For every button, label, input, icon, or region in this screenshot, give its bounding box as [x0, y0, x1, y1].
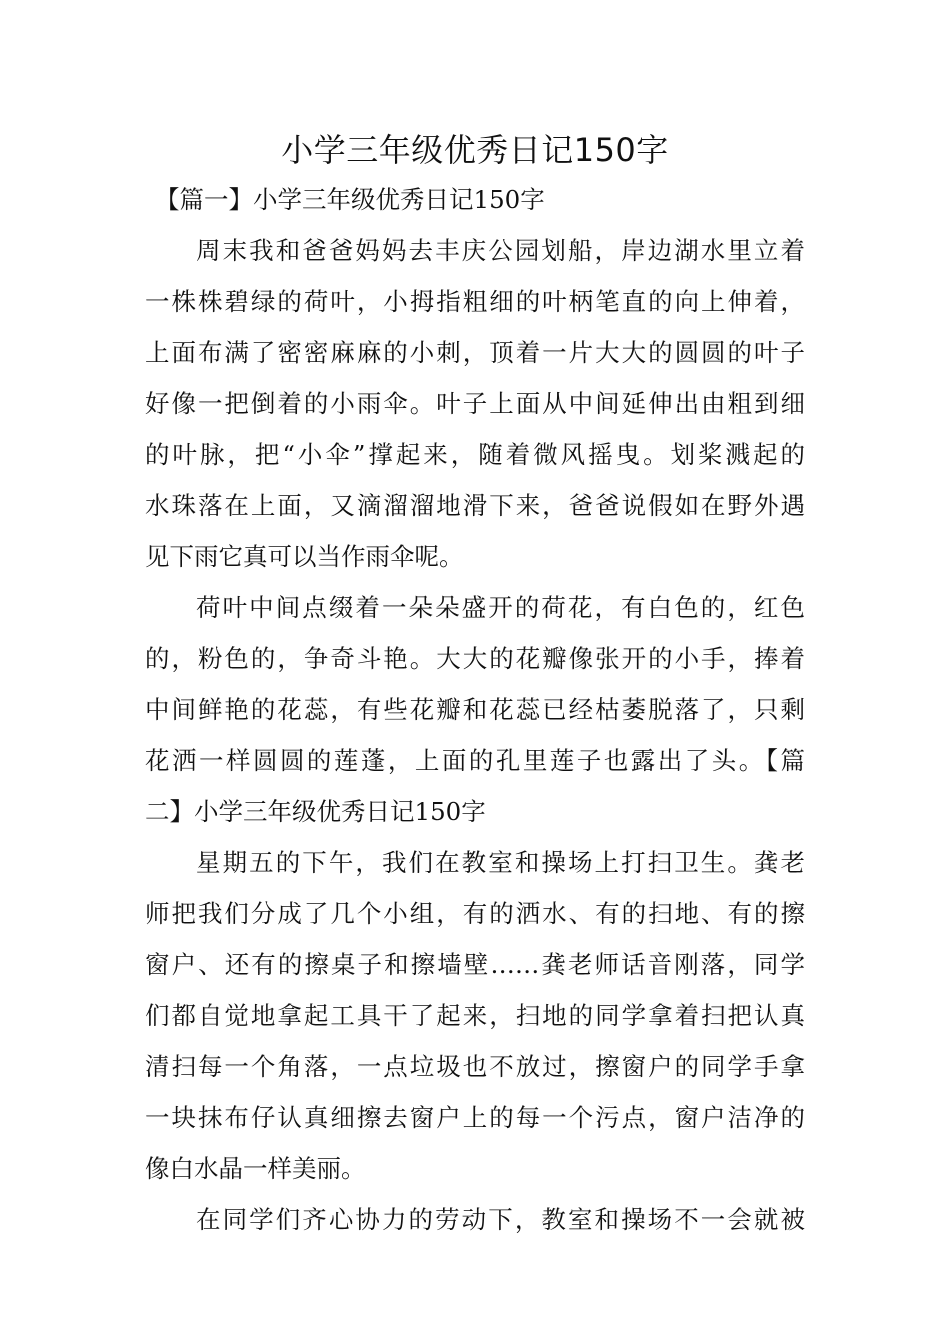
paragraph-line: 的叶脉，把“小伞”撑起来，随着微风摇曳。划桨溅起的 [145, 440, 805, 469]
paragraph-line: 荷叶中间点缀着一朵朵盛开的荷花，有白色的，红色 [196, 593, 805, 622]
paragraph-line: 的，粉色的，争奇斗艳。大大的花瓣像张开的小手，捧着 [145, 644, 805, 673]
section-heading-1: 【篇一】小学三年级优秀日记150字 [155, 185, 545, 214]
paragraph-line: 星期五的下午，我们在教室和操场上打扫卫生。龚老 [196, 848, 805, 877]
document-title: 小学三年级优秀日记150字 [281, 131, 669, 169]
paragraph-line: 中间鲜艳的花蕊，有些花瓣和花蕊已经枯萎脱落了，只剩 [145, 695, 805, 724]
paragraph-line: 见下雨它真可以当作雨伞呢。 [145, 542, 464, 571]
paragraph-line: 好像一把倒着的小雨伞。叶子上面从中间延伸出由粗到细 [145, 389, 805, 418]
paragraph-line: 师把我们分成了几个小组，有的洒水、有的扫地、有的擦 [145, 899, 805, 928]
paragraph-line: 一株株碧绿的荷叶，小拇指粗细的叶柄笔直的向上伸着， [145, 287, 805, 316]
paragraph-line: 水珠落在上面，又滴溜溜地滑下来，爸爸说假如在野外遇 [145, 491, 805, 520]
paragraph-line: 花洒一样圆圆的莲蓬，上面的孔里莲子也露出了头。【篇 [145, 746, 805, 775]
paragraph-line: 像白水晶一样美丽。 [145, 1154, 366, 1183]
paragraph-line: 们都自觉地拿起工具干了起来，扫地的同学拿着扫把认真 [145, 1001, 805, 1030]
paragraph-line: 窗户、还有的擦桌子和擦墙壁……龚老师话音刚落，同学 [145, 950, 805, 979]
paragraph-line: 在同学们齐心协力的劳动下，教室和操场不一会就被 [196, 1205, 805, 1234]
paragraph-line: 一块抹布仔认真细擦去窗户上的每一个污点，窗户洁净的 [145, 1103, 805, 1132]
paragraph-line: 周末我和爸爸妈妈去丰庆公园划船，岸边湖水里立着 [196, 236, 805, 265]
section-heading-2: 二】小学三年级优秀日记150字 [145, 797, 486, 826]
paragraph-line: 上面布满了密密麻麻的小刺，顶着一片大大的圆圆的叶子 [145, 338, 805, 367]
paragraph-line: 清扫每一个角落，一点垃圾也不放过，擦窗户的同学手拿 [145, 1052, 805, 1081]
